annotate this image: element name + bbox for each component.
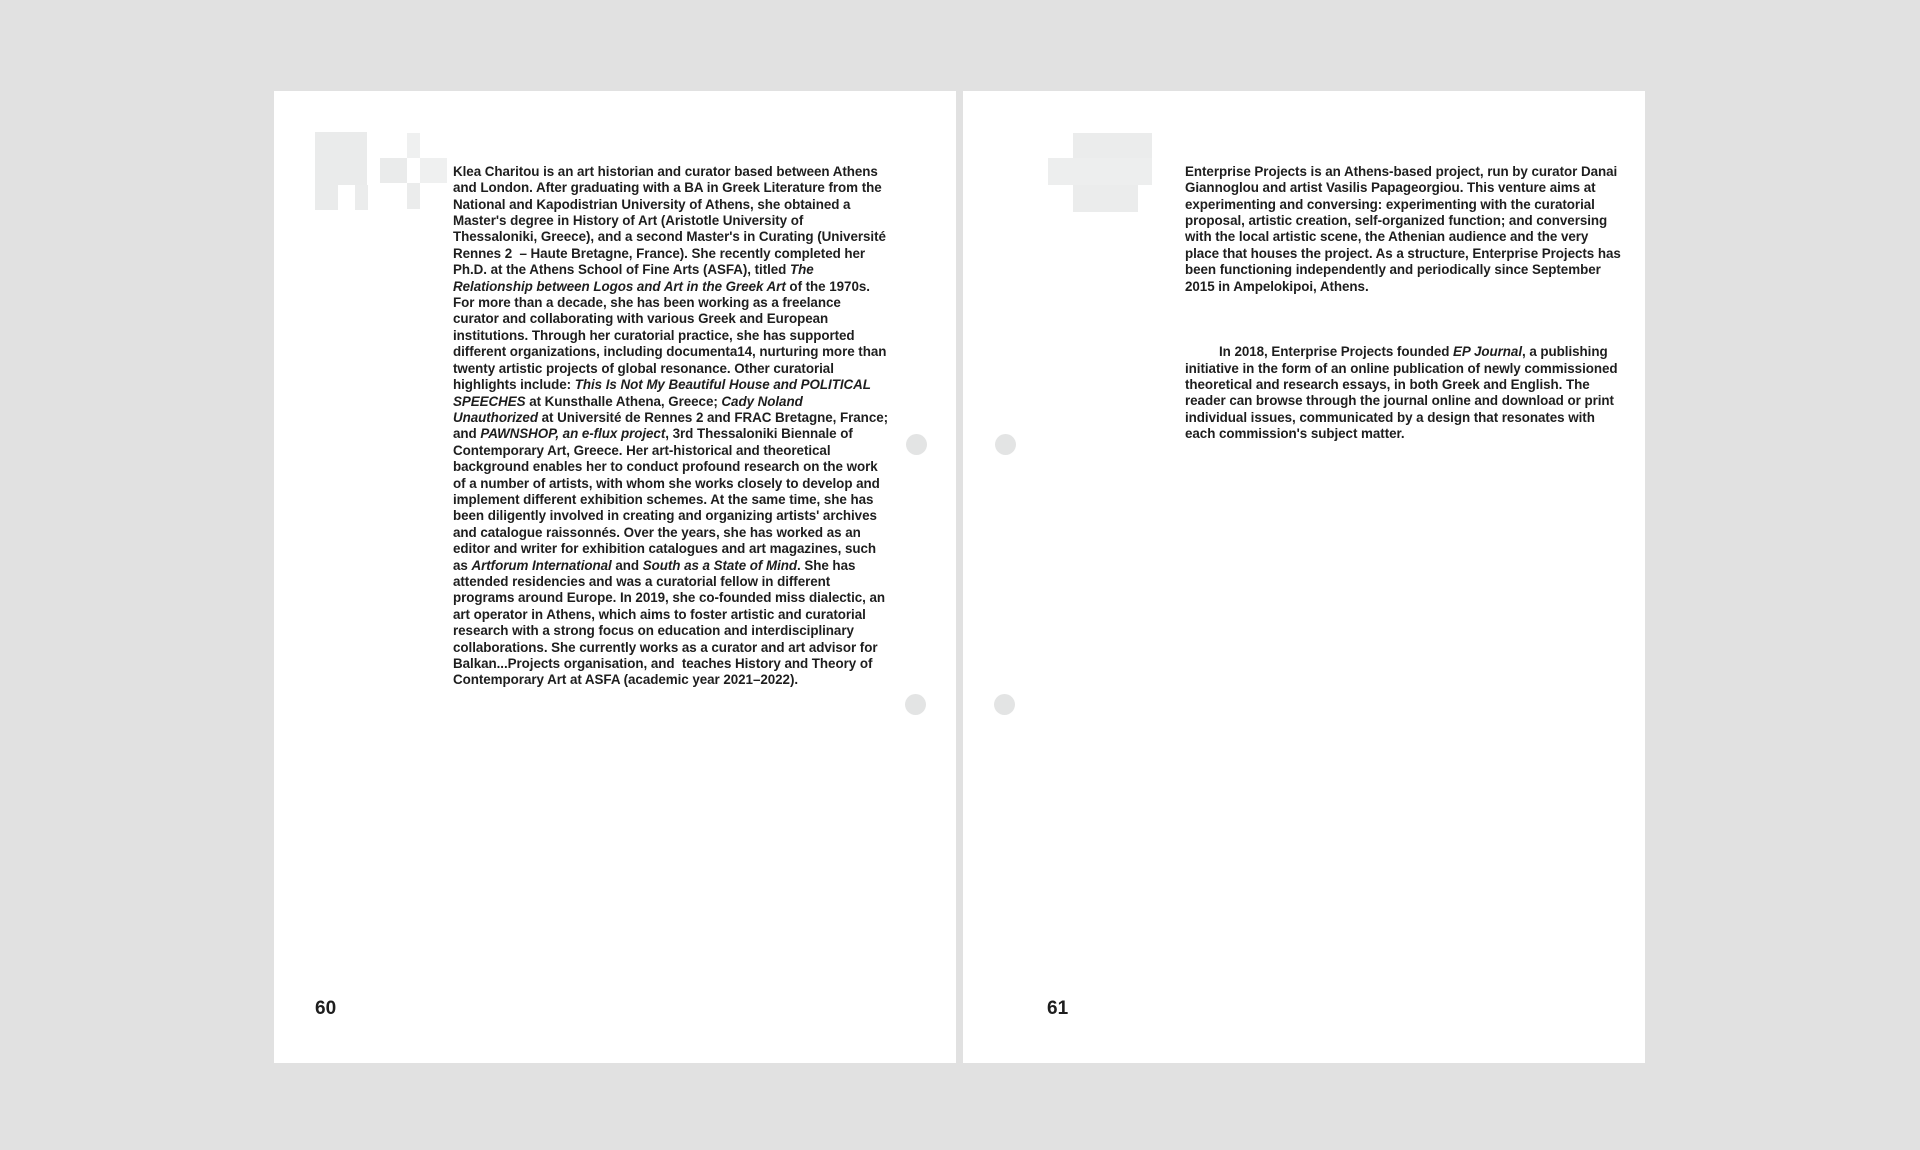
pixel-glyph-logo-right [1048, 133, 1155, 212]
logo-pixel-block [1073, 133, 1152, 158]
text-run: at Université de Rennes 2 and FRAC Bretagne, France; and [453, 409, 892, 442]
italic-text-run: Cady Noland Unauthorized [453, 393, 807, 425]
text-run: at Kunsthalle Athena, Greece; [525, 393, 722, 409]
logo-pixel-block [1073, 185, 1138, 212]
logo-pixel-block [420, 158, 447, 183]
italic-text-run: The Relationship between Logos and Art in the Greek Art [453, 262, 818, 294]
text-run: In 2018, Enterprise Projects founded [1219, 344, 1454, 360]
logo-pixel-block [380, 158, 407, 183]
gutter-dot [995, 434, 1016, 455]
italic-text-run: This Is Not My Beautiful House and POLITICAL SPEECHES [453, 377, 875, 409]
logo-pixel-block [355, 185, 368, 210]
logo-pixel-block [315, 132, 367, 185]
project-paragraph-2 [1185, 344, 1621, 442]
gutter-dot [906, 434, 927, 455]
page-number-60: 60 [315, 998, 337, 1019]
bio-text-klea-charitou [453, 131, 892, 722]
italic-text-run: PAWNSHOP, an e-flux project [480, 426, 666, 442]
page-61 [963, 91, 1645, 1063]
text-run: of the 1970s. For more than a decade, she has been working as a freelance curator and collaborating with various Greek and European institutions. Through her curatorial practice, she has supported different organizations, including documenta14, nurturing more than twenty artistic projects of global resonance. Other curatorial highlights include: [453, 278, 891, 393]
page-60 [274, 91, 956, 1063]
gutter-dot [994, 694, 1015, 715]
text-run: , 3rd Thessaloniki Biennale of Contemporary Art, Greece. Her art-historical and theoretical background enables her to conduct profound research on the work of a number of artists, with whom she works closely to develop and implement different exhibition schemes. At the same time, she has been diligently involved in creating and organizing artists' archives and catalogue raissonnés. Over the years, she has worked as an editor and writer for exhibition catalogues and art magazines, such as [453, 426, 884, 573]
project-paragraph-1 [1185, 163, 1625, 295]
italic-text-run: EP Journal [1453, 344, 1522, 360]
italic-text-run: South as a State of Mind [642, 557, 798, 573]
logo-pixel-block [407, 183, 420, 209]
pixel-glyph-logo-left [315, 132, 447, 210]
text-run: and [611, 557, 643, 573]
logo-pixel-block [407, 133, 420, 158]
text-run: . She has attended residencies and was a curatorial fellow in different programs around Europe. In 2019, she co-founded miss dialectic, an art operator in Athens, which aims to foster artistic and curatorial research with a strong focus on education and interdisciplinary collaborations. She currently works as a curator and art advisor for Balkan...Projects organisation, and teaches History and Theory of Contemporary Art at ASFA (academic year 2021–2022). [453, 557, 889, 688]
logo-pixel-block [1048, 158, 1152, 185]
bio-text-enterprise-projects [1185, 131, 1625, 476]
logo-pixel-block [315, 185, 338, 210]
text-run: , a publishing initiative in the form of an online publication of newly commissioned theoretical and research essays, in both Greek and English. The reader can browse through the journal online and download or print individual issues, communicated by a design that resonates with each commission's subject matter. [1185, 344, 1622, 442]
bio-paragraph [453, 163, 892, 689]
italic-text-run: Artforum International [471, 557, 612, 573]
text-run: Enterprise Projects is an Athens-based project, run by curator Danai Giannoglou and artist Vasilis Papageorgiou. This venture aims at experimenting and conversing: experimenting with the curatorial proposal, artistic creation, self-organized function; and conversing with the local artistic scene, the Athenian audience and the very place that houses the project. As a structure, Enterprise Projects has been functioning independently and periodically since September 2015 in Ampelokipoi, Athens. [1185, 163, 1625, 294]
gutter-dot [905, 694, 926, 715]
page-number-61: 61 [1047, 998, 1069, 1019]
text-run: Klea Charitou is an art historian and curator based between Athens and London. After graduating with a BA in Greek Literature from the National and Kapodistrian University of Athens, she obtained a Master's degree in History of Art (Aristotle University of Thessaloniki, Greece), and a second Master's in Curating (Université Rennes 2 – Haute Bretagne, France). She recently completed her Ph.D. at the Athens School of Fine Arts (ASFA), titled [453, 163, 890, 278]
